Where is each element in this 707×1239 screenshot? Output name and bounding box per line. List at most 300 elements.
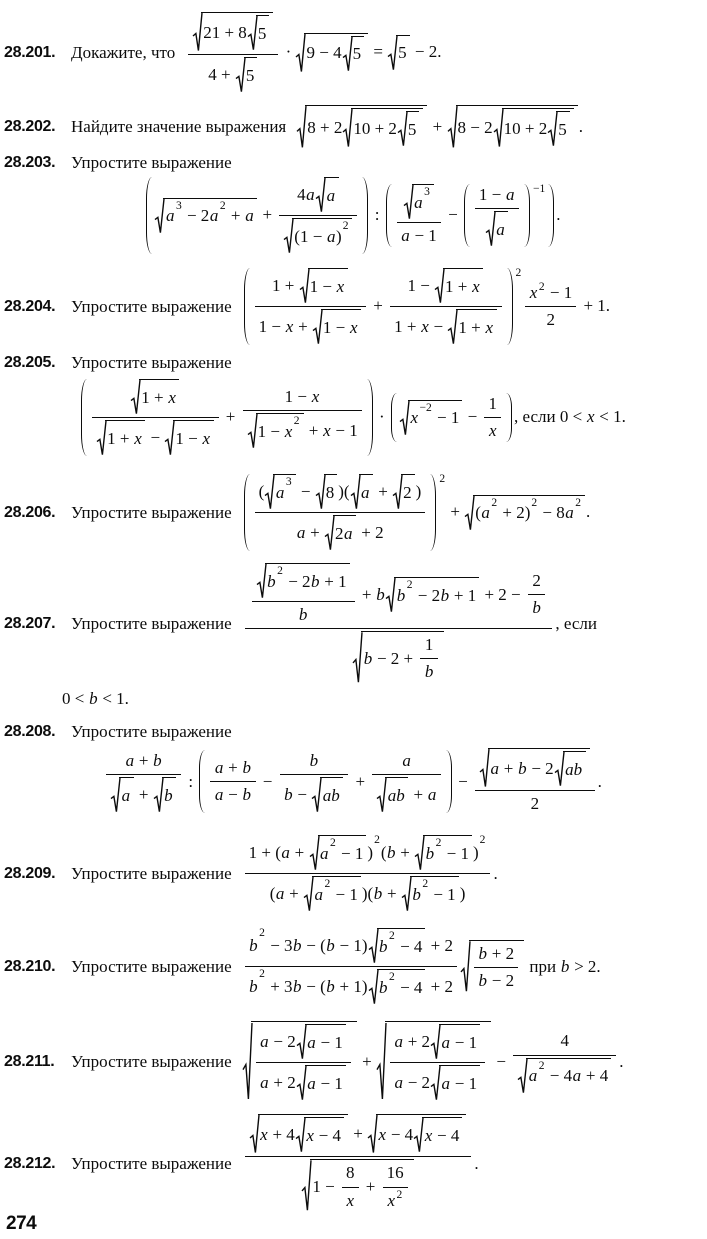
math-text: 1 + x — [458, 317, 494, 337]
math-text: 2 — [259, 926, 265, 940]
square-root — [297, 105, 427, 149]
math-text: 4 — [560, 1031, 569, 1051]
radicand — [394, 577, 479, 613]
problem-number: 28.204. — [4, 297, 56, 315]
math-text: 10 + 2 — [503, 118, 548, 138]
square-root — [415, 835, 472, 871]
numerator — [420, 634, 438, 659]
square-root — [398, 111, 420, 147]
denominator — [513, 1056, 616, 1094]
numerator — [475, 748, 595, 791]
superscript — [259, 927, 265, 939]
square-root — [486, 211, 509, 247]
open-paren — [146, 177, 152, 254]
numerator — [372, 750, 441, 775]
radicand — [305, 1065, 346, 1101]
square-root — [111, 777, 134, 813]
math-text: x − 4 — [424, 1126, 460, 1146]
math-text: x — [387, 1190, 395, 1210]
math-text: : — [370, 205, 384, 225]
fraction — [245, 1114, 472, 1212]
square-root — [431, 1065, 480, 1101]
fraction — [188, 12, 278, 93]
problem-28-201 — [4, 12, 701, 93]
fraction — [245, 835, 491, 912]
math-text: 8 + 2 — [307, 117, 343, 137]
math-text: − — [146, 427, 165, 447]
math-text: 2 — [324, 877, 331, 891]
fraction — [383, 1162, 408, 1211]
numerator — [256, 1024, 351, 1063]
paren-group — [146, 177, 368, 254]
square-root — [284, 218, 352, 254]
radicand — [526, 1058, 611, 1094]
fraction — [420, 634, 438, 683]
radicand — [377, 928, 426, 964]
radicand — [469, 940, 524, 993]
math-text: 2 — [406, 577, 413, 591]
problem-number: 28.212. — [4, 1154, 56, 1172]
math-text: b + 2 — [478, 944, 515, 964]
problem-28-202 — [4, 105, 701, 149]
problem-text: Упростите выражение — [71, 863, 232, 883]
math-text: + — [361, 1177, 380, 1197]
fraction — [280, 750, 349, 813]
math-text: − 2. — [410, 42, 442, 62]
math-text: + — [374, 481, 393, 501]
math-text: 1 − x — [309, 276, 345, 296]
math-text: 1 − — [407, 275, 435, 295]
radicand — [320, 777, 343, 813]
math-text: + 2 — [356, 522, 384, 542]
math-text: a + b — [125, 751, 162, 771]
math-text: 1 + x — [107, 428, 142, 448]
square-root — [257, 563, 350, 599]
math-text: − 1 — [442, 844, 469, 864]
fraction — [255, 268, 366, 345]
math-text: b − — [284, 785, 312, 805]
formula — [296, 105, 583, 149]
fraction — [210, 757, 255, 806]
square-root — [480, 748, 590, 788]
denominator — [243, 411, 362, 449]
math-text: 1 — [488, 393, 497, 413]
math-text: a − b — [214, 785, 251, 805]
superscript — [439, 473, 445, 485]
square-root — [343, 36, 365, 72]
math-text: 2 — [515, 266, 522, 279]
math-text: 2 — [530, 794, 540, 814]
math-text: 2 — [491, 495, 498, 509]
math-text: x + 4 — [260, 1125, 295, 1145]
math-text: + — [258, 205, 277, 225]
math-text: b — [532, 598, 541, 618]
radicand — [256, 413, 304, 449]
radicand — [318, 835, 367, 871]
paren-body — [154, 177, 360, 254]
math-text: b — [298, 605, 308, 624]
radicand — [312, 876, 361, 912]
fraction — [390, 268, 501, 345]
math-text: x − 4 — [378, 1125, 414, 1145]
math-text: − 4 — [395, 937, 423, 957]
superscript — [533, 183, 545, 195]
radicand — [439, 1065, 480, 1101]
problem-text: Докажите, что — [71, 42, 176, 62]
superscript — [396, 1189, 402, 1201]
math-text: (1 − a) — [294, 226, 342, 246]
math-text: 2 — [277, 564, 283, 577]
square-root — [402, 876, 459, 912]
numerator — [513, 1030, 616, 1055]
superscript — [480, 834, 486, 846]
math-text: a − 1 — [307, 1074, 343, 1094]
numerator — [245, 1114, 472, 1157]
square-root — [154, 777, 177, 813]
math-text: 1 − x — [284, 386, 320, 406]
math-text: − — [296, 481, 315, 501]
math-text: − 8a — [538, 503, 574, 523]
math-text: + a — [409, 785, 437, 805]
square-root — [236, 57, 258, 93]
math-text: 5 — [407, 119, 417, 139]
problem-number: 28.209. — [4, 864, 56, 882]
math-text: a − 1 — [441, 1033, 478, 1053]
math-text: 4 + — [208, 64, 235, 84]
denominator — [255, 513, 426, 551]
math-text: b — [249, 936, 258, 956]
math-text: ab — [565, 760, 583, 780]
math-text: ) — [415, 481, 422, 501]
square-root — [265, 474, 295, 510]
square-root — [312, 777, 343, 813]
math-text: + a — [226, 206, 254, 226]
numerator — [475, 184, 519, 209]
radicand — [201, 12, 273, 52]
fraction — [256, 1024, 351, 1101]
math-text: 2 — [575, 495, 582, 509]
problem-28-208-header — [4, 722, 701, 742]
math-text: − 3b − (b − 1) — [265, 936, 368, 956]
math-text: ) — [367, 843, 374, 863]
denominator — [92, 418, 218, 456]
superscript — [286, 476, 292, 488]
problem-text: Упростите выражение — [71, 1051, 232, 1071]
square-root — [313, 309, 361, 345]
math-text: a — [414, 192, 423, 212]
problem-28-211 — [4, 1021, 701, 1102]
square-root — [377, 1021, 491, 1102]
math-text: 2 — [546, 310, 555, 329]
math-text: a − 1 — [401, 225, 437, 245]
square-root — [250, 1114, 348, 1154]
problem-28-205-header — [4, 353, 701, 373]
denominator — [245, 874, 491, 912]
math-text: 2 — [389, 929, 395, 943]
numerator — [474, 943, 518, 968]
formula — [242, 1114, 479, 1212]
math-text: − — [463, 407, 482, 427]
math-text: 2 — [538, 1058, 545, 1072]
math-text: a — [275, 482, 285, 502]
radicand — [443, 268, 483, 304]
denominator — [525, 307, 576, 331]
radicand — [396, 35, 410, 71]
radicand — [502, 108, 574, 148]
fraction — [475, 748, 595, 815]
math-text: 5 — [558, 119, 567, 139]
radicand — [412, 184, 434, 220]
problem-number: 28.201. — [4, 43, 56, 61]
superscript — [343, 220, 349, 232]
radicand — [351, 36, 365, 72]
problem-28-208-formula-line — [4, 748, 701, 815]
square-root — [297, 1024, 346, 1060]
math-text: − — [443, 205, 462, 225]
math-text: b — [267, 571, 276, 591]
radicand — [256, 15, 270, 51]
close-paren — [367, 379, 373, 456]
math-text: − 2a — [182, 206, 219, 226]
math-text: 8 − 2 — [457, 117, 493, 137]
math-text: 1 − — [312, 1177, 339, 1197]
fraction — [245, 563, 553, 684]
square-root — [369, 969, 426, 1005]
radicand — [163, 198, 257, 234]
math-text: − 4a + 4 — [545, 1066, 609, 1086]
math-text: + 2 − — [480, 584, 525, 604]
math-text: a + 2 — [394, 1032, 431, 1052]
math-text: b — [412, 885, 421, 905]
problem-text: Упростите выражение — [71, 353, 232, 372]
problem-text: Упростите выражение — [71, 722, 232, 742]
square-root — [316, 177, 339, 213]
math-text: 2 — [531, 495, 538, 509]
formula — [185, 12, 441, 93]
numerator — [243, 386, 362, 411]
numerator — [255, 268, 366, 307]
problem-number: 28.208. — [4, 723, 56, 741]
math-text: 21 + 8 — [203, 22, 247, 42]
math-text: , если 0 < x < 1. — [514, 407, 626, 427]
problem-text: Упростите выражение — [71, 296, 232, 316]
superscript — [259, 968, 265, 980]
problem-28-203-header — [4, 153, 701, 173]
problem-text: Упростите выражение — [71, 153, 232, 172]
problem-number: 28.205. — [4, 354, 56, 371]
math-text: + — [134, 785, 153, 805]
radicand — [173, 420, 213, 456]
math-text: 1 − x — [175, 428, 211, 448]
fraction — [252, 563, 355, 626]
square-root — [414, 1117, 462, 1153]
denominator — [252, 602, 355, 626]
denominator — [106, 775, 181, 813]
problem-28-205-formula-line — [4, 379, 701, 456]
math-text: 3 — [285, 475, 292, 488]
paren-group — [199, 750, 451, 813]
math-text: , если — [555, 613, 597, 633]
math-text: . — [619, 1051, 624, 1071]
math-text: a + — [296, 522, 324, 542]
problem-text: Упростите выражение — [71, 502, 232, 522]
denominator — [383, 1188, 408, 1212]
math-text: a − 1 — [307, 1033, 343, 1053]
math-text: b — [425, 844, 435, 864]
math-text: . — [586, 502, 591, 522]
paren-body — [394, 181, 547, 247]
math-text: + — [428, 116, 447, 136]
math-text: x — [488, 421, 497, 440]
superscript — [436, 837, 442, 849]
square-root — [386, 577, 479, 613]
superscript — [330, 837, 336, 849]
math-text: + — [348, 1124, 368, 1144]
close-paren — [446, 750, 452, 813]
math-text: 4a — [297, 184, 315, 204]
math-text: b — [379, 978, 388, 998]
superscript — [424, 186, 430, 198]
radicand — [408, 400, 462, 436]
superscript — [374, 834, 380, 846]
math-text: − 1 — [336, 844, 364, 864]
math-text: 2 — [219, 198, 226, 212]
math-text: 2 — [389, 970, 395, 984]
math-text: 2 — [342, 219, 349, 232]
superscript — [516, 267, 522, 279]
radicand — [456, 309, 496, 345]
math-text: + — [351, 771, 370, 791]
radicand — [324, 177, 339, 213]
math-text: 1 − x + — [258, 316, 312, 336]
math-text: 2 — [435, 836, 442, 850]
math-text: −2 — [419, 400, 432, 414]
paren-body — [89, 379, 365, 456]
superscript — [539, 1060, 545, 1072]
problem-text: Найдите значение выражения — [71, 117, 287, 136]
math-text: 2 — [374, 833, 380, 847]
close-paren — [548, 184, 554, 247]
fraction — [106, 750, 181, 813]
fraction — [474, 943, 518, 992]
math-text: + — [446, 502, 465, 522]
close-paren — [506, 393, 512, 442]
denominator — [256, 1063, 351, 1101]
radicand — [456, 105, 578, 149]
math-text: − 2b + 1 — [283, 571, 347, 591]
square-root — [302, 1159, 413, 1212]
radicand — [488, 748, 590, 788]
denominator — [245, 967, 457, 1005]
math-text: 2 — [396, 1187, 403, 1201]
problem-28-209 — [4, 835, 701, 912]
square-root — [310, 835, 367, 871]
math-text: a — [496, 220, 505, 239]
math-text: 1 + x − — [394, 316, 448, 336]
denominator — [474, 968, 518, 992]
square-root — [368, 1114, 466, 1154]
superscript — [176, 200, 182, 212]
math-text: · — [374, 407, 389, 427]
numerator — [245, 563, 553, 629]
math-text: 5 — [352, 44, 362, 64]
problem-text: Упростите выражение — [71, 956, 232, 976]
radicand — [351, 108, 423, 148]
fraction — [372, 750, 441, 813]
math-text: 0 < b < 1. — [62, 689, 129, 709]
problem-number: 28.206. — [4, 503, 56, 521]
square-root — [243, 1021, 357, 1102]
math-text: 2 — [532, 570, 541, 590]
math-text: 2 — [330, 836, 336, 850]
fraction — [528, 570, 546, 619]
math-text: )( — [338, 481, 350, 501]
numerator — [252, 563, 355, 602]
paren-body — [207, 750, 443, 813]
square-root — [448, 309, 496, 345]
fraction — [243, 386, 362, 449]
radicand — [406, 111, 420, 147]
math-text: 1 + x — [445, 276, 480, 296]
math-text: a — [361, 482, 370, 502]
math-text: 2 — [422, 877, 429, 891]
square-root — [351, 474, 374, 510]
square-root — [518, 1058, 611, 1094]
radicand — [105, 420, 145, 456]
math-text: b — [164, 786, 173, 806]
numerator — [188, 12, 278, 55]
open-paren — [81, 379, 87, 456]
square-root — [465, 495, 585, 531]
numerator — [383, 1162, 408, 1187]
math-text: 2 — [259, 967, 265, 981]
math-text: 10 + 2 — [353, 118, 397, 138]
open-paren — [386, 184, 392, 247]
paren-body — [472, 184, 522, 247]
radicand — [439, 1024, 480, 1060]
math-text: 2a — [334, 523, 353, 543]
problem-number: 28.202. — [4, 118, 56, 135]
square-root — [316, 474, 338, 510]
math-text: ) — [459, 884, 466, 904]
math-text: −1 — [533, 181, 546, 195]
math-text: a — [528, 1066, 538, 1086]
math-text: + x − 1 — [304, 421, 358, 440]
superscript — [294, 415, 300, 427]
math-text: − 1 — [545, 282, 573, 302]
denominator — [280, 775, 349, 813]
radicand — [273, 474, 295, 510]
paren-body — [252, 268, 505, 345]
fraction — [255, 474, 426, 551]
math-text: a — [165, 206, 175, 226]
radicand — [305, 1024, 346, 1060]
math-text: . — [493, 863, 498, 883]
paren-body — [399, 393, 504, 442]
math-text: a — [402, 751, 411, 771]
radicand — [292, 218, 352, 254]
superscript — [220, 200, 226, 212]
math-text: 1 − x — [257, 422, 293, 441]
math-text: + 2 — [426, 977, 454, 997]
radicand — [422, 1117, 462, 1153]
superscript — [389, 971, 395, 983]
numerator — [484, 393, 501, 418]
math-text: b — [396, 585, 406, 605]
problem-number: 28.203. — [4, 154, 56, 171]
square-root — [304, 876, 361, 912]
math-text: b − 2 + — [363, 648, 418, 668]
